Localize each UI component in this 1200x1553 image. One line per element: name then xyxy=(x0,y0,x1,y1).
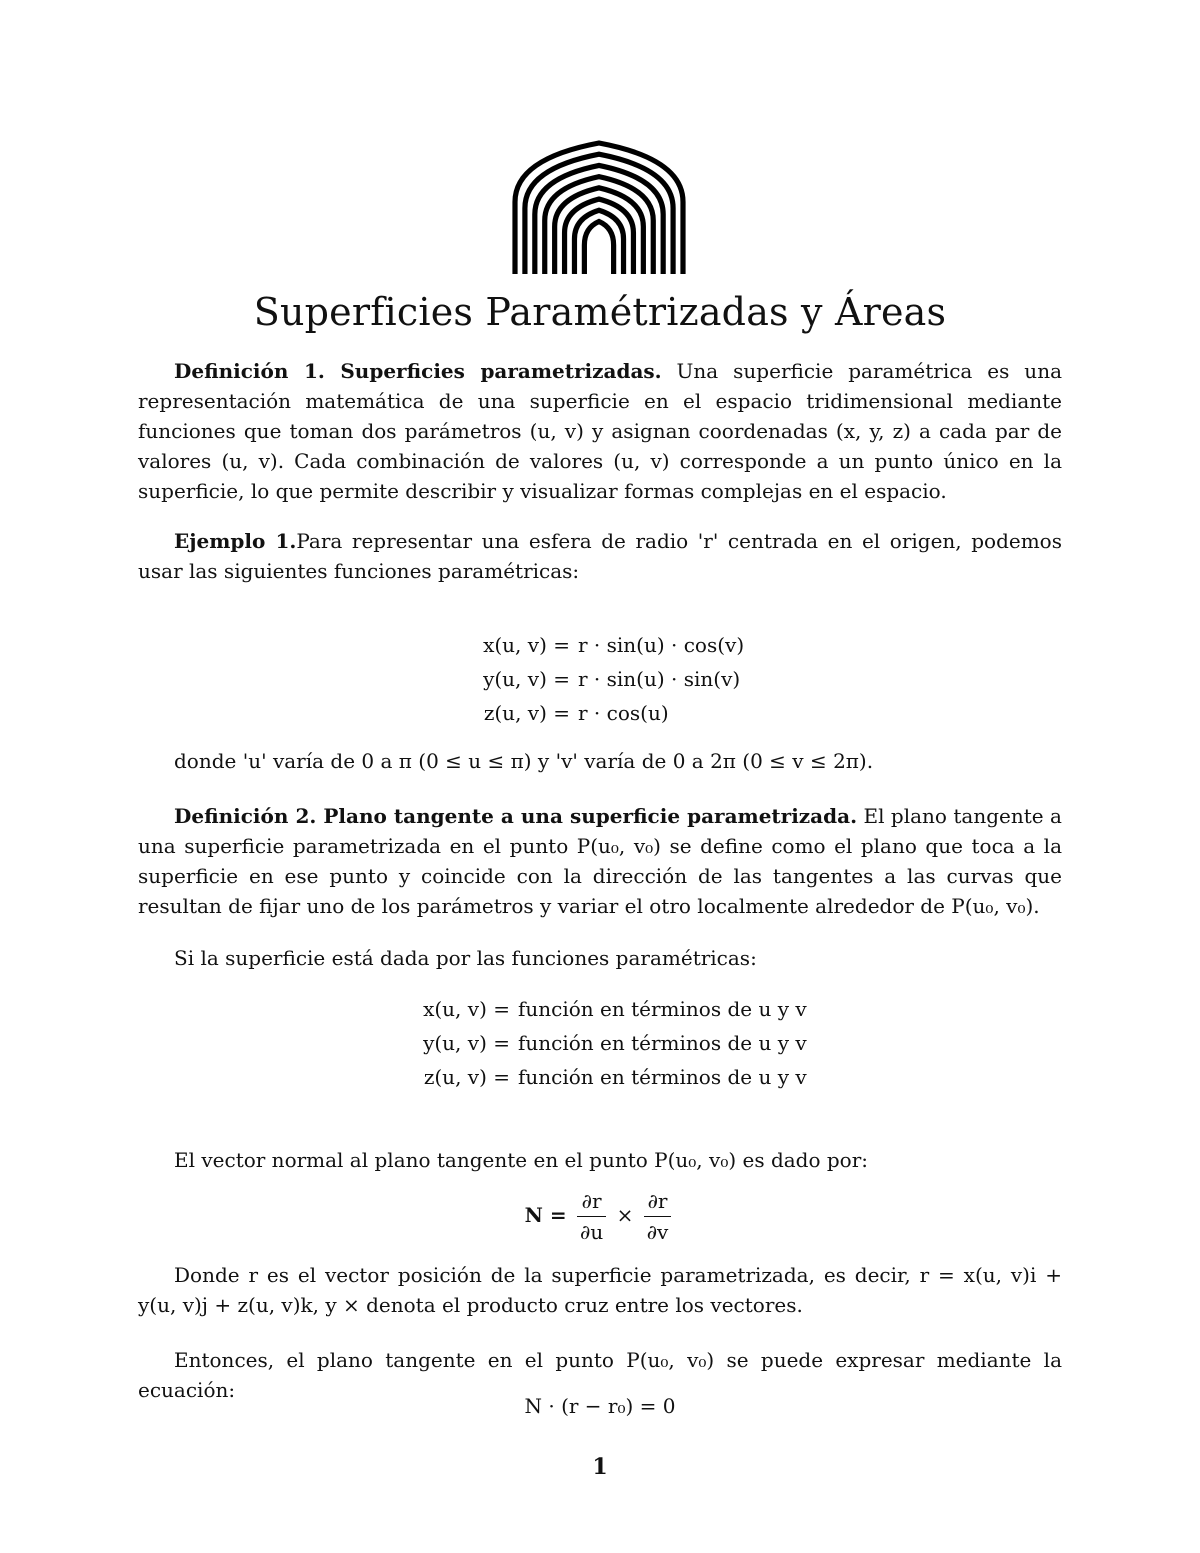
page-number: 1 xyxy=(592,1454,608,1480)
logo-arch xyxy=(545,177,654,274)
equation-lhs: y(u, v) = xyxy=(483,667,570,691)
definition-2 xyxy=(138,801,1062,921)
position-vector-text: Donde r es el vector posición de la superficie parametrizada, es decir, r = x(u, v)i + y(u, v)j + z(u, v)k, y × denota el producto cruz entre los vectores. xyxy=(138,1263,1062,1317)
equation-lhs: y(u, v) = xyxy=(423,1031,510,1055)
partial-r-u-fraction xyxy=(577,1186,606,1247)
definition-2-label: Definición 2. Plano tangente a una superficie parametrizada. xyxy=(174,804,858,828)
fraction-numerator: ∂r xyxy=(644,1186,672,1217)
definition-1-text: Una superficie paramétrica es una representación matemática de una superficie en el espacio tridimensional mediante funciones que toman dos parámetros (u, v) y asignan coordenadas (x, y, z) a cada par de valores (u, v). Cada combinación de valores (u, v) corresponde a un punto único en la superficie, lo que permite describir y visualizar formas complejas en el espacio. xyxy=(138,359,1062,503)
definition-2-text: El plano tangente a una superficie parametrizada en el punto P(u₀, v₀) se define como el plano que toca a la superficie en ese punto y coincide con la dirección de las tangentes a las curvas que resultan de fijar uno de los parámetros y variar el otro localmente alrededor de P(u₀, v₀). xyxy=(138,804,1062,918)
fraction-denominator: ∂u xyxy=(580,1220,604,1244)
example-1-text: Para representar una esfera de radio 'r' centrada en el origen, podemos usar las siguientes funciones paramétricas: xyxy=(138,529,1062,583)
tangent-plane-equation: N · (r − r₀) = 0 xyxy=(524,1394,676,1418)
normal-vector-text: El vector normal al plano tangente en el punto P(u₀, v₀) es dado por: xyxy=(174,1148,869,1172)
equation-rhs: r · cos(u) xyxy=(578,701,669,725)
equation-lhs: x(u, v) = xyxy=(423,997,510,1021)
university-logo xyxy=(511,140,687,274)
document-title: Superficies Paramétrizadas y Áreas xyxy=(253,290,947,334)
fraction-numerator: ∂r xyxy=(577,1186,606,1217)
logo-arch xyxy=(584,221,613,274)
cross-operator: × xyxy=(616,1203,634,1227)
example-1-label: Ejemplo 1. xyxy=(174,529,297,553)
example-1-range: donde 'u' varía de 0 a π (0 ≤ u ≤ π) y 'v' varía de 0 a 2π (0 ≤ v ≤ 2π). xyxy=(174,749,874,773)
equation-rhs: función en términos de u y v xyxy=(518,997,807,1021)
equation-rhs: función en términos de u y v xyxy=(518,1065,807,1089)
partial-r-v-fraction xyxy=(644,1186,672,1247)
fraction-denominator: ∂v xyxy=(646,1220,669,1244)
definition-1-label: Definición 1. Superficies parametrizadas. xyxy=(174,359,662,383)
equation-lhs: z(u, v) = xyxy=(423,1065,510,1089)
equation-rhs: r · sin(u) · cos(v) xyxy=(578,633,745,657)
definition-1 xyxy=(138,356,1062,506)
equation-rhs: r · sin(u) · sin(v) xyxy=(578,667,741,691)
equation-lhs: x(u, v) = xyxy=(483,633,570,657)
surface-intro: Si la superficie está dada por las funciones paramétricas: xyxy=(174,946,757,970)
normal-eq-lhs: N = xyxy=(524,1203,567,1227)
tangent-plane-text: Entonces, el plano tangente en el punto P(u₀, v₀) se puede expresar mediante la ecuación: xyxy=(138,1348,1062,1402)
normal-vector-equation xyxy=(0,1186,1200,1247)
equation-rhs: función en términos de u y v xyxy=(518,1031,807,1055)
example-1 xyxy=(138,526,1062,586)
equation-lhs: z(u, v) = xyxy=(483,701,570,725)
